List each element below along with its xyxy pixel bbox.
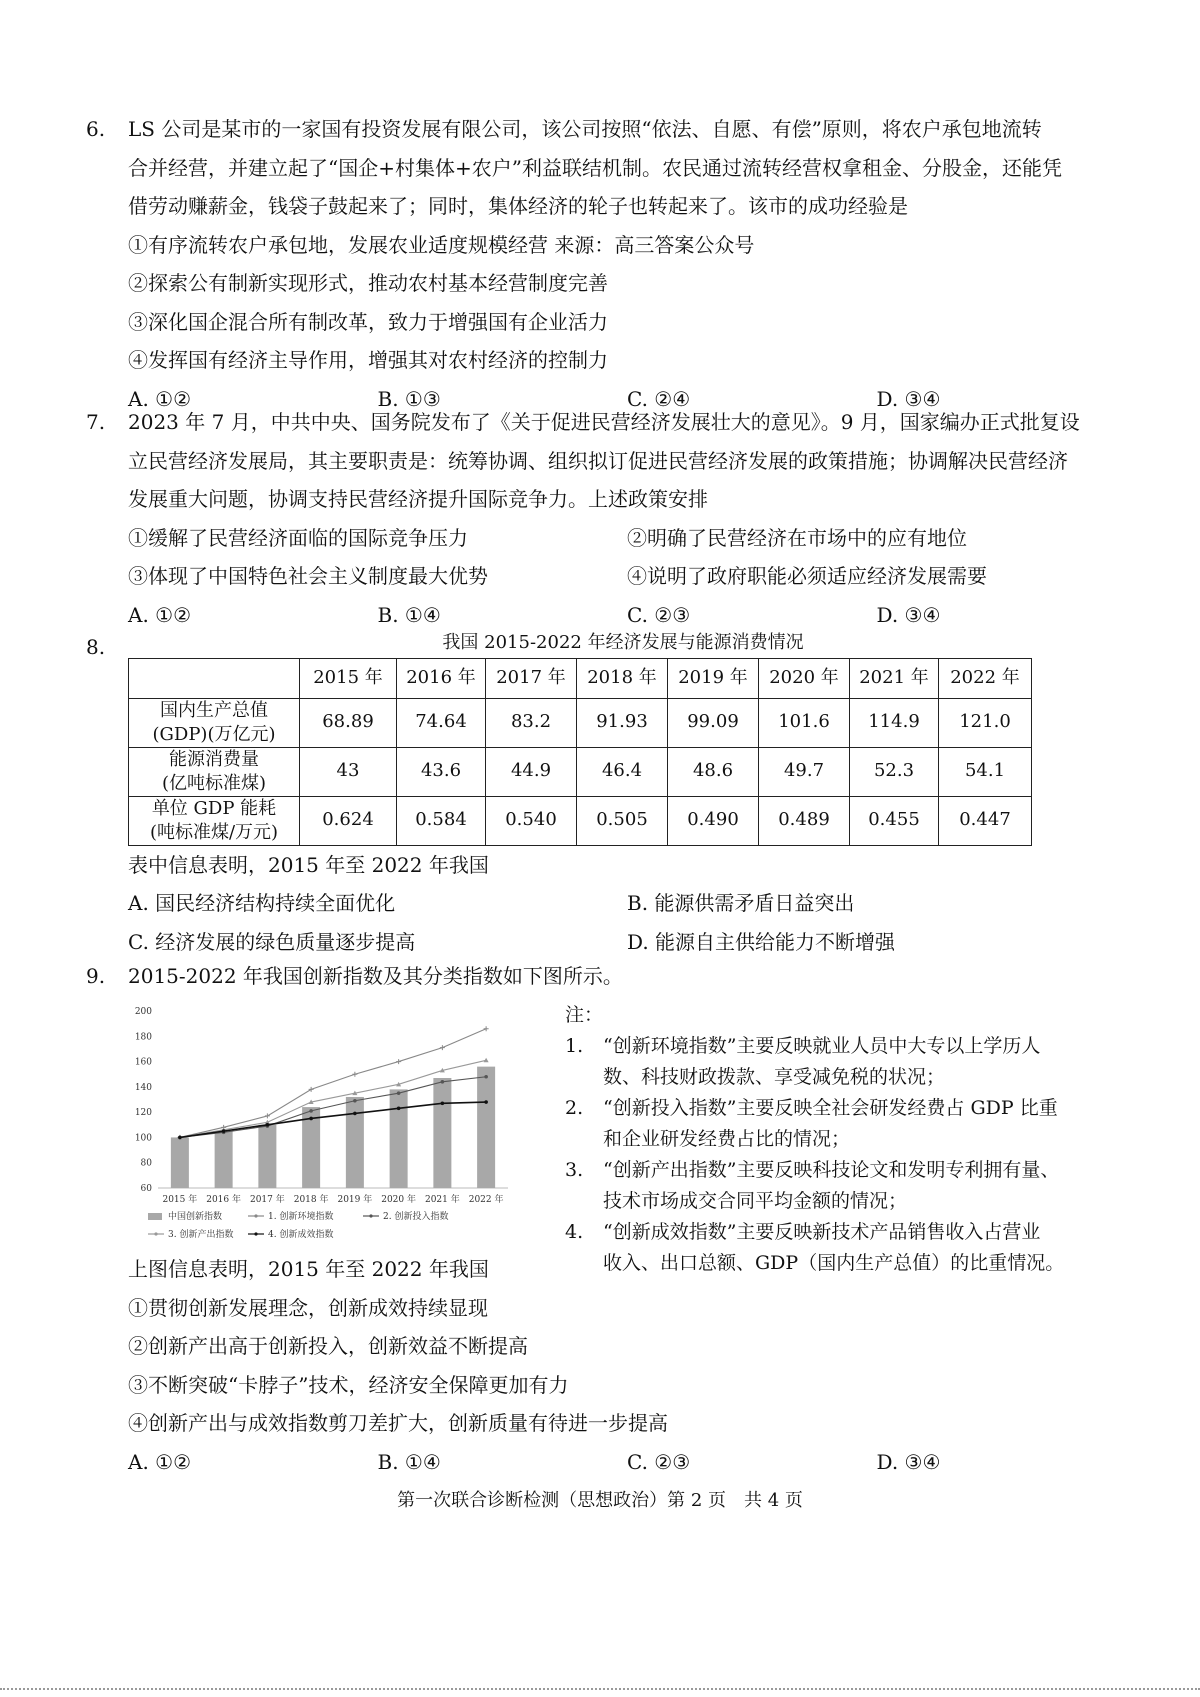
bar-innovation-index bbox=[346, 1097, 364, 1188]
table-cell: 43.6 bbox=[397, 747, 486, 796]
table-cell: 49.7 bbox=[759, 747, 850, 796]
option-c: C. ②④ bbox=[627, 386, 691, 411]
series-point bbox=[222, 1129, 226, 1133]
chart-conclusion-prompt: 上图信息表明，2015 年至 2022 年我国 bbox=[128, 1257, 489, 1281]
series-point bbox=[265, 1113, 270, 1118]
question-number: 7. bbox=[86, 410, 106, 434]
series-point bbox=[441, 1101, 445, 1105]
table-cell: 44.9 bbox=[486, 747, 577, 796]
series-point bbox=[397, 1091, 401, 1095]
page-edge-divider bbox=[0, 1688, 1200, 1690]
series-point bbox=[352, 1072, 357, 1077]
legend-label: 4. 创新成效指数 bbox=[268, 1230, 334, 1240]
option-b: B. 能源供需矛盾日益突出 bbox=[627, 891, 855, 915]
x-tick-label: 2015 年 bbox=[162, 1195, 198, 1205]
y-tick-label: 60 bbox=[140, 1184, 152, 1194]
table-cell: 0.447 bbox=[939, 796, 1032, 845]
series-point bbox=[309, 1109, 313, 1113]
table-cell: 0.624 bbox=[300, 796, 397, 845]
stem-line: 立民营经济发展局，其主要职责是：统筹协调、组织拟订促进民营经济发展的政策措施；协调解决民营经济 bbox=[128, 448, 1068, 473]
question-6 bbox=[86, 110, 1126, 418]
x-tick-label: 2019 年 bbox=[337, 1195, 373, 1205]
note-item: 3. “创新产出指数”主要反映科技论文和发明专利拥有量、 技术市场成交合同平均金额的情况； bbox=[565, 1159, 1060, 1212]
table-header-row bbox=[129, 659, 1032, 699]
series-point bbox=[266, 1123, 270, 1127]
statement-item: ①贯彻创新发展理念，创新成效持续显现 bbox=[128, 1295, 488, 1320]
statement-item: ①有序流转农户承包地，发展农业适度规模经营 来源：高三答案公众号 bbox=[128, 232, 755, 257]
option-a: A. ①② bbox=[128, 1449, 192, 1474]
series-point bbox=[484, 1100, 488, 1104]
table-cell: 101.6 bbox=[759, 698, 850, 747]
y-tick-label: 80 bbox=[140, 1158, 152, 1169]
statement-item: ④发挥国有经济主导作用，增强其对农村经济的控制力 bbox=[128, 348, 608, 372]
x-tick-label: 2020 年 bbox=[381, 1195, 417, 1205]
table-cell: 0.489 bbox=[759, 796, 850, 845]
y-tick-label: 160 bbox=[134, 1057, 152, 1068]
table-corner bbox=[129, 659, 300, 699]
table-cell: 121.0 bbox=[939, 698, 1032, 747]
statement-grid bbox=[128, 519, 1126, 558]
bar-innovation-index bbox=[433, 1078, 451, 1188]
chart-notes bbox=[565, 1000, 1125, 1279]
legend-marker bbox=[254, 1232, 257, 1235]
y-tick-label: 180 bbox=[134, 1032, 152, 1043]
table-cell: 91.93 bbox=[577, 698, 668, 747]
table-cell: 0.584 bbox=[397, 796, 486, 845]
table-row bbox=[129, 747, 1032, 796]
question-number: 8. bbox=[86, 635, 106, 659]
statement-item: ①缓解了民营经济面临的国际竞争压力 bbox=[128, 525, 468, 550]
x-tick-label: 2021 年 bbox=[424, 1195, 460, 1205]
statement-item: ④创新产出与成效指数剪刀差扩大，创新质量有待进一步提高 bbox=[128, 1411, 668, 1435]
question-number: 6. bbox=[86, 117, 106, 141]
option-d: D. ③④ bbox=[876, 386, 941, 411]
stem-line: LS 公司是某市的一家国有投资发展有限公司，该公司按照“依法、自愿、有偿”原则，将农户承包地流转 bbox=[128, 117, 1042, 141]
statement-item: ②创新产出高于创新投入，创新效益不断提高 bbox=[128, 1334, 528, 1358]
row-header: 能源消费量 (亿吨标准煤) bbox=[129, 747, 300, 796]
option-d: D. ③④ bbox=[876, 602, 941, 627]
table-header: 2019 年 bbox=[668, 659, 759, 699]
series-point bbox=[441, 1080, 445, 1084]
table-cell: 0.505 bbox=[577, 796, 668, 845]
table-cell: 43 bbox=[300, 747, 397, 796]
legend-swatch bbox=[148, 1213, 162, 1220]
stem-line: 借劳动赚薪金，钱袋子鼓起来了；同时，集体经济的轮子也转起来了。该市的成功经验是 bbox=[128, 194, 908, 218]
series-point bbox=[484, 1058, 489, 1063]
table-header: 2020 年 bbox=[759, 659, 850, 699]
bar-innovation-index bbox=[215, 1131, 233, 1188]
series-point bbox=[440, 1045, 445, 1050]
y-tick-label: 100 bbox=[134, 1133, 152, 1144]
statement-item: ③深化国企混合所有制改革，致力于增强国有企业活力 bbox=[128, 309, 608, 334]
question-stem bbox=[128, 110, 1126, 380]
option-b: B. ①③ bbox=[377, 386, 441, 411]
option-a: A. 国民经济结构持续全面优化 bbox=[128, 891, 396, 915]
question-stem: 2015-2022 年我国创新指数及其分类指数如下图所示。 bbox=[128, 964, 623, 988]
series-point bbox=[353, 1112, 357, 1116]
x-tick-label: 2016 年 bbox=[206, 1195, 242, 1205]
question-9 bbox=[86, 957, 1126, 996]
answer-options bbox=[128, 884, 1126, 923]
x-tick-label: 2017 年 bbox=[249, 1195, 285, 1205]
innovation-index-chart bbox=[128, 1003, 548, 1253]
question-8 bbox=[86, 628, 1126, 961]
option-c: C. 经济发展的绿色质量逐步提高 bbox=[128, 929, 416, 954]
table-row bbox=[129, 796, 1032, 845]
question-stem bbox=[128, 403, 1126, 519]
option-b: B. ①④ bbox=[377, 602, 441, 627]
statement-item: ②明确了民营经济在市场中的应有地位 bbox=[627, 525, 967, 550]
y-tick-label: 140 bbox=[134, 1082, 152, 1093]
table-cell: 0.540 bbox=[486, 796, 577, 845]
table-header: 2017 年 bbox=[486, 659, 577, 699]
option-c: C. ②③ bbox=[627, 1449, 691, 1474]
table-cell: 0.490 bbox=[668, 796, 759, 845]
page-footer: 第一次联合诊断检测（思想政治）第 2 页 共 4 页 bbox=[397, 1490, 803, 1511]
stem-line: 合并经营，并建立起了“国企+村集体+农户”利益联结机制。农民通过流转经营权拿租金、分股金，还能凭 bbox=[128, 155, 1062, 180]
bar-innovation-index bbox=[477, 1067, 495, 1188]
legend-label: 3. 创新产出指数 bbox=[168, 1230, 234, 1240]
series-point bbox=[178, 1136, 182, 1140]
question-7 bbox=[86, 403, 1126, 634]
option-d: D. 能源自主供给能力不断增强 bbox=[627, 929, 896, 954]
legend-label: 中国创新指数 bbox=[168, 1212, 223, 1222]
series-point bbox=[309, 1117, 313, 1121]
option-c: C. ②③ bbox=[627, 602, 691, 627]
table-cell: 74.64 bbox=[397, 698, 486, 747]
y-tick-label: 200 bbox=[134, 1007, 152, 1017]
table-header: 2018 年 bbox=[577, 659, 668, 699]
table-cell: 114.9 bbox=[850, 698, 939, 747]
legend-marker bbox=[154, 1232, 157, 1235]
note-item: 1. “创新环境指数”主要反映就业人员中大专以上学历人 数、科技财政拨款、享受减免税的状况； bbox=[565, 1035, 1041, 1088]
option-a: A. ①② bbox=[128, 386, 192, 411]
statement-item: ③体现了中国特色社会主义制度最大优势 bbox=[128, 564, 488, 588]
stem-line: 发展重大问题，协调支持民营经济提升国际竞争力。上述政策安排 bbox=[128, 487, 708, 511]
answer-options bbox=[128, 1443, 1126, 1482]
series-point bbox=[309, 1087, 314, 1092]
table-cell: 0.455 bbox=[850, 796, 939, 845]
table-cell: 83.2 bbox=[486, 698, 577, 747]
row-header: 国内生产总值 (GDP)(万亿元) bbox=[129, 698, 300, 747]
table-cell: 48.6 bbox=[668, 747, 759, 796]
table-cell: 54.1 bbox=[939, 747, 1032, 796]
stem-line: 2023 年 7 月，中共中央、国务院发布了《关于促进民营经济发展壮大的意见》。9 月，国家编办正式批复设 bbox=[128, 410, 1080, 434]
series-point bbox=[396, 1059, 401, 1064]
series-point bbox=[484, 1026, 489, 1031]
legend-label: 2. 创新投入指数 bbox=[383, 1212, 449, 1222]
legend-label: 1. 创新环境指数 bbox=[268, 1212, 334, 1222]
legend-marker bbox=[254, 1214, 257, 1217]
statement-item: ③不断突破“卡脖子”技术，经济安全保障更加有力 bbox=[128, 1372, 569, 1397]
series-point bbox=[353, 1099, 357, 1103]
table-cell: 68.89 bbox=[300, 698, 397, 747]
option-b: B. ①④ bbox=[377, 1449, 441, 1474]
option-d: D. ③④ bbox=[876, 1449, 941, 1474]
table-row bbox=[129, 698, 1032, 747]
energy-table bbox=[128, 658, 1032, 846]
table-conclusion-prompt: 表中信息表明，2015 年至 2022 年我国 bbox=[128, 852, 489, 877]
notes-title: 注： bbox=[565, 1004, 604, 1026]
bar-innovation-index bbox=[258, 1125, 276, 1188]
row-header: 单位 GDP 能耗 (吨标准煤/万元) bbox=[129, 796, 300, 845]
table-header: 2015 年 bbox=[300, 659, 397, 699]
legend-marker bbox=[369, 1214, 372, 1217]
series-point bbox=[484, 1075, 488, 1079]
note-item: 4. “创新成效指数”主要反映新技术产品销售收入占营业 收入、出口总额、GDP（国内生产总值）的比重情况。 bbox=[565, 1221, 1065, 1274]
question-9-continued bbox=[86, 1250, 1126, 1481]
table-header: 2022 年 bbox=[939, 659, 1032, 699]
bar-innovation-index bbox=[390, 1089, 408, 1188]
y-tick-label: 120 bbox=[134, 1108, 152, 1119]
table-caption: 我国 2015-2022 年经济发展与能源消费情况 bbox=[442, 632, 804, 653]
question-stem bbox=[128, 1250, 1126, 1443]
table-header: 2021 年 bbox=[850, 659, 939, 699]
answer-options bbox=[128, 923, 1126, 962]
statement-item: ②探索公有制新实现形式，推动农村基本经营制度完善 bbox=[128, 271, 608, 295]
option-a: A. ①② bbox=[128, 602, 192, 627]
table-cell: 46.4 bbox=[577, 747, 668, 796]
x-tick-label: 2018 年 bbox=[293, 1195, 329, 1205]
x-tick-label: 2022 年 bbox=[468, 1195, 504, 1205]
table-header: 2016 年 bbox=[397, 659, 486, 699]
statement-grid bbox=[128, 557, 1126, 596]
statement-item: ④说明了政府职能必须适应经济发展需要 bbox=[627, 564, 987, 588]
table-cell: 99.09 bbox=[668, 698, 759, 747]
table-cell: 52.3 bbox=[850, 747, 939, 796]
bar-innovation-index bbox=[171, 1137, 189, 1188]
series-point bbox=[397, 1107, 401, 1111]
note-item: 2. “创新投入指数”主要反映全社会研发经费占 GDP 比重 和企业研发经费占比的情况； bbox=[565, 1097, 1058, 1150]
question-number: 9. bbox=[86, 964, 106, 988]
